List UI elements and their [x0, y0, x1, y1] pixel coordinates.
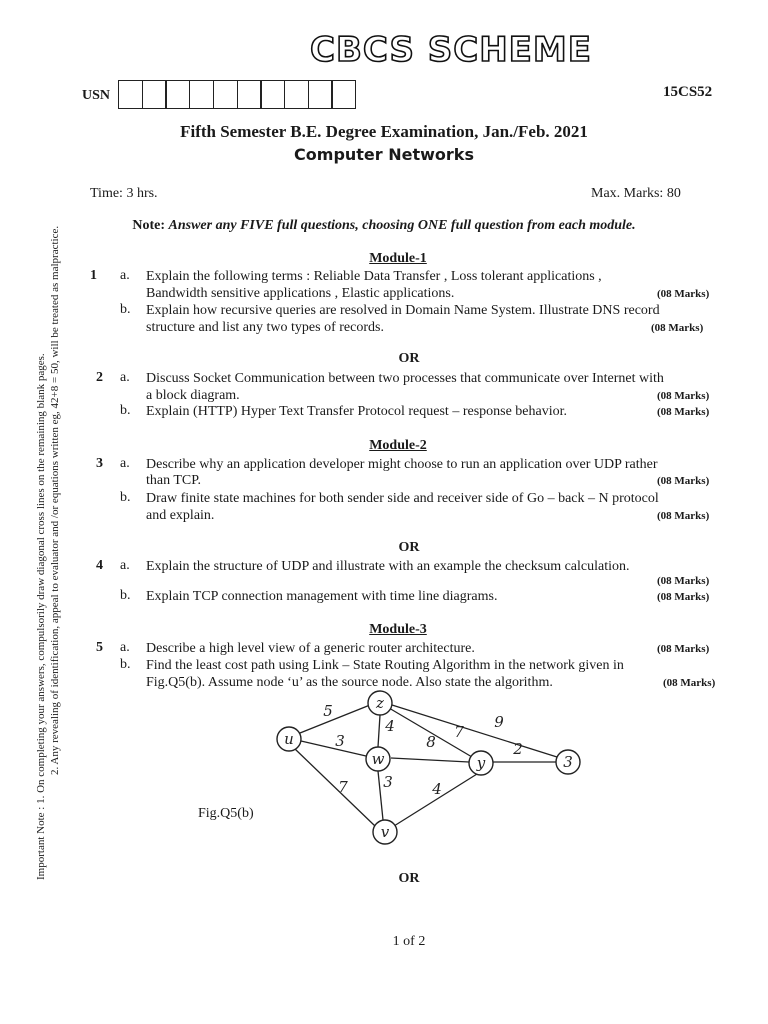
edge-cost: 3 [335, 732, 345, 750]
usn-label: USN [82, 88, 111, 103]
question-1b-line-2: structure and list any two types of records. [146, 320, 384, 335]
marks-badge: (08 Marks) [657, 475, 710, 487]
scheme-banner: CBCS SCHEME [310, 30, 592, 70]
graph-edges [295, 705, 557, 826]
question-number: 2 [96, 370, 103, 385]
marks-badge: (08 Marks) [657, 575, 710, 587]
edge-cost: 7 [454, 723, 464, 741]
subject-title: Computer Networks [294, 145, 474, 164]
node-label: z [376, 694, 384, 712]
exam-title: Fifth Semester B.E. Degree Examination, Jan./Feb. 2021 [180, 122, 588, 141]
node-label: v [380, 823, 390, 841]
node-label: y [476, 754, 486, 772]
important-note-line-1: Important Note : 1. On completing your answers, compulsorily draw diagonal cross lines on the remaining blank pages. [35, 353, 47, 880]
marks-badge: (08 Marks) [657, 643, 710, 655]
note-label: Note: [132, 218, 165, 233]
question-2a-line-2: a block diagram. [146, 388, 240, 403]
or-separator: OR [398, 871, 420, 886]
edge-cost: 2 [513, 740, 523, 758]
page-number: 1 of 2 [392, 934, 426, 949]
question-1b-line-1: Explain how recursive queries are resolved in Domain Name System. Illustrate DNS record [146, 303, 660, 318]
question-number: 4 [96, 558, 103, 573]
question-5a-line-1: Describe a high level view of a generic router architecture. [146, 641, 475, 656]
module-3-heading: Module-3 [369, 622, 427, 637]
marks-badge: (08 Marks) [657, 406, 710, 418]
subpart-label: a. [120, 558, 130, 573]
question-number: 5 [96, 640, 103, 655]
node-label: u [284, 730, 294, 748]
marks-badge: (08 Marks) [657, 390, 710, 402]
or-separator: OR [398, 351, 420, 366]
question-1a-line-2: Bandwidth sensitive applications , Elastic applications. [146, 286, 455, 301]
max-marks: Max. Marks: 80 [591, 186, 681, 201]
marks-badge: (08 Marks) [651, 322, 704, 334]
question-number: 3 [96, 456, 103, 471]
edge-u-z [300, 705, 370, 733]
edge-w-y [391, 758, 469, 762]
edge-cost: 8 [426, 733, 436, 751]
question-3b-line-1: Draw finite state machines for both sender side and receiver side of Go – back – N protocol [146, 491, 659, 506]
edge-z-3 [392, 705, 557, 757]
question-3b-line-2: and explain. [146, 508, 215, 523]
edge-cost: 3 [383, 773, 393, 791]
question-3a-line-1: Describe why an application developer might choose to run an application over UDP rather [146, 457, 658, 472]
important-note-line-2: 2. Any revealing of identification, appeal to evaluator and /or equations written eg, 42+8 = 50, will be treated as malpractice. [49, 225, 61, 775]
question-4b-line-1: Explain TCP connection management with time line diagrams. [146, 589, 498, 604]
marks-badge: (08 Marks) [657, 591, 710, 603]
edge-cost: 5 [323, 702, 333, 720]
node-label: w [371, 750, 385, 768]
subject-code: 15CS52 [663, 84, 713, 100]
edge-cost: 7 [338, 778, 348, 796]
question-5b-line-2: Fig.Q5(b). Assume node ‘u’ as the source node. Also state the algorithm. [146, 675, 553, 690]
edge-u-v [295, 749, 375, 826]
marks-badge: (08 Marks) [657, 288, 710, 300]
note-text: Answer any FIVE full questions, choosing ONE full question from each module. [168, 218, 636, 233]
or-separator: OR [398, 540, 420, 555]
subpart-label: b. [120, 302, 131, 317]
subpart-label: b. [120, 657, 131, 672]
subpart-label: a. [120, 456, 130, 471]
figure-caption: Fig.Q5(b) [198, 806, 254, 821]
subpart-label: a. [120, 370, 130, 385]
subpart-label: b. [120, 588, 131, 603]
subpart-label: b. [120, 490, 131, 505]
question-2a-line-1: Discuss Socket Communication between two processes that communicate over Internet with [146, 371, 664, 386]
node-label: 3 [563, 753, 573, 771]
question-number: 1 [90, 268, 97, 283]
question-3a-line-2: than TCP. [146, 473, 201, 488]
edge-cost: 4 [385, 717, 395, 735]
question-1a-line-1: Explain the following terms : Reliable Data Transfer , Loss tolerant applications , [146, 269, 602, 284]
subpart-label: a. [120, 268, 130, 283]
question-4a-line-1: Explain the structure of UDP and illustrate with an example the checksum calculation. [146, 559, 630, 574]
edge-z-w [378, 715, 380, 747]
subpart-label: a. [120, 640, 130, 655]
module-1-heading: Module-1 [369, 251, 427, 266]
edge-cost: 9 [494, 713, 504, 731]
edge-u-w [301, 741, 366, 756]
marks-badge: (08 Marks) [657, 510, 710, 522]
question-5b-line-1: Find the least cost path using Link – State Routing Algorithm in the network given in [146, 658, 624, 673]
marks-badge: (08 Marks) [663, 677, 716, 689]
edge-cost: 4 [432, 780, 442, 798]
module-2-heading: Module-2 [369, 438, 427, 453]
subpart-label: b. [120, 403, 131, 418]
time-allowed: Time: 3 hrs. [90, 186, 158, 201]
question-2b-line-1: Explain (HTTP) Hyper Text Transfer Protocol request – response behavior. [146, 404, 568, 419]
